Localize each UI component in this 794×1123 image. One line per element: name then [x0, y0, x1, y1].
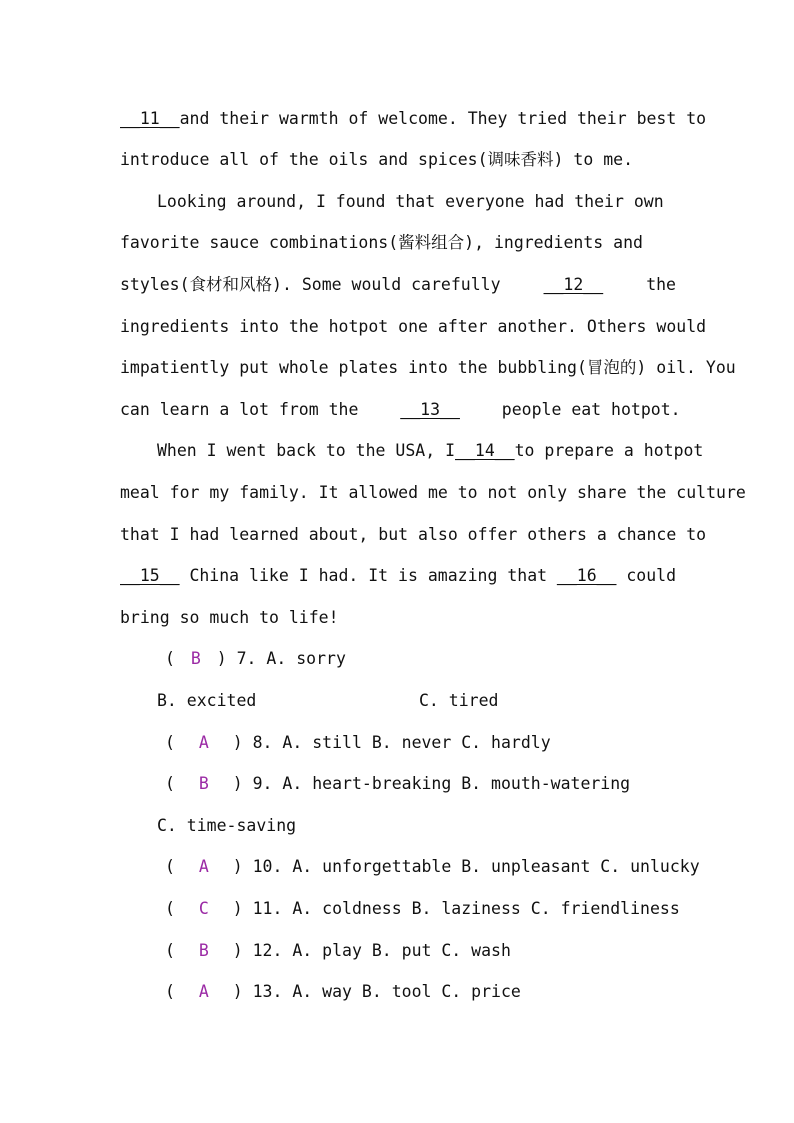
question-7-option-c [419, 690, 498, 712]
passage-line-11: that I had learned about, but also offer others a chance to [120, 525, 707, 544]
passage-line-7: impatiently put whole plates into the bubbling(冒泡的) oil. You [120, 358, 736, 377]
answer-paren-open: ( [165, 649, 175, 668]
answer-choice: B [198, 941, 209, 960]
answer-choice: B [190, 649, 201, 668]
passage-line-1 [120, 108, 707, 130]
answer-paren-close: ) [232, 733, 243, 752]
answer-paren-open: ( [165, 733, 175, 752]
answer-choice: A [198, 733, 209, 752]
question-text: 11. A. coldness B. laziness C. friendliness [252, 899, 680, 918]
question-text: 12. A. play B. put C. wash [252, 941, 511, 960]
answer-paren-open: ( [165, 899, 175, 918]
question-8 [165, 732, 551, 754]
passage-text: styles(食材和风格). Some would carefully [120, 275, 501, 294]
passage-line-8 [120, 399, 681, 421]
question-11 [165, 898, 680, 920]
answer-choice: C [198, 899, 209, 918]
option-c: C. tired [419, 691, 499, 710]
blank-14: __14__ [455, 441, 515, 460]
passage-text: to prepare a hotpot [514, 441, 704, 460]
answer-choice: A [198, 982, 209, 1001]
passage-text: can learn a lot from the [120, 400, 359, 419]
passage-line-6: ingredients into the hotpot one after another. Others would [120, 317, 707, 336]
answer-paren-open: ( [165, 774, 175, 793]
passage-line-3: Looking around, I found that everyone had their own [157, 192, 664, 211]
passage-text: When I went back to the USA, I [157, 441, 456, 460]
passage-text: could [626, 566, 676, 585]
question-12 [165, 940, 511, 962]
question-7-options [157, 690, 256, 712]
answer-paren-close: ) [232, 899, 243, 918]
answer-choice: A [198, 857, 209, 876]
question-10 [165, 856, 700, 878]
question-text: 7. A. sorry [236, 649, 346, 668]
answer-paren-close: ) [232, 774, 243, 793]
blank-16: __16__ [556, 566, 617, 585]
answer-paren-close: ) [232, 857, 243, 876]
blank-15: __15__ [120, 566, 180, 585]
answer-paren-open: ( [165, 982, 175, 1001]
question-text: 10. A. unforgettable B. unpleasant C. unlucky [252, 857, 700, 876]
passage-line-13: bring so much to life! [120, 608, 339, 627]
passage-line-9 [157, 440, 704, 462]
passage-text: people eat hotpot. [501, 400, 681, 419]
answer-paren-close: ) [216, 649, 227, 668]
passage-text: the [646, 275, 676, 294]
blank-12: __12__ [543, 275, 604, 294]
question-7 [165, 648, 346, 670]
option-b: B. excited [157, 691, 257, 710]
answer-paren-open: ( [165, 857, 175, 876]
answer-choice: B [198, 774, 209, 793]
question-text: 13. A. way B. tool C. price [252, 982, 521, 1001]
passage-line-12 [120, 565, 676, 587]
blank-11: __11__ [120, 109, 180, 128]
passage-line-4: favorite sauce combinations(酱料组合), ingredients and [120, 233, 643, 252]
blank-13: __13__ [400, 400, 460, 419]
question-13 [165, 981, 521, 1003]
passage-text: China like I had. It is amazing that [189, 566, 548, 585]
question-text: 8. A. still B. never C. hardly [252, 733, 551, 752]
question-9-option-c [157, 815, 296, 837]
passage-line-2: introduce all of the oils and spices(调味香料) to me. [120, 150, 634, 169]
answer-paren-close: ) [232, 982, 243, 1001]
option-c: C. time-saving [157, 816, 297, 835]
answer-paren-open: ( [165, 941, 175, 960]
question-9 [165, 773, 630, 795]
question-text: 9. A. heart-breaking B. mouth-watering [252, 774, 631, 793]
answer-paren-close: ) [232, 941, 243, 960]
passage-line-10: meal for my family. It allowed me to not only share the culture [120, 483, 746, 502]
passage-text: and their warmth of welcome. They tried their best to [179, 109, 707, 128]
passage-line-5 [120, 274, 676, 296]
